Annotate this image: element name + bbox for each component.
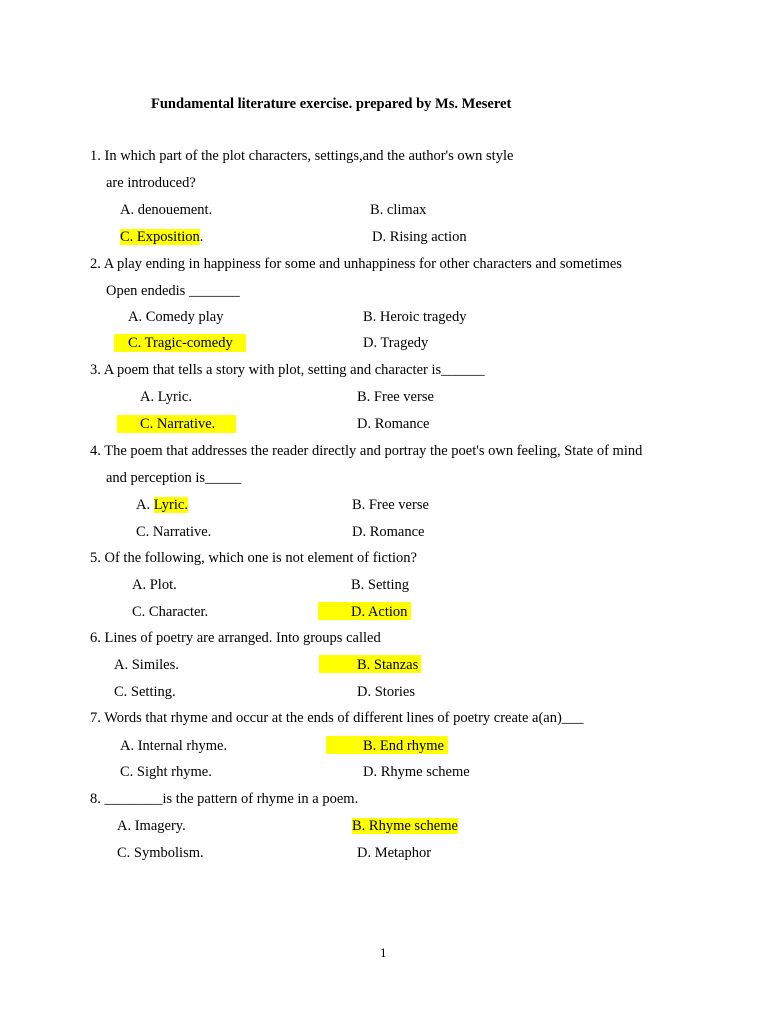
page-title: Fundamental literature exercise. prepared by Ms. Meseret [151,96,512,112]
q3-option-c: C. Narrative. [140,416,216,432]
q7-option-c: C. Sight rhyme. [120,764,212,780]
q4-option-a: A. Lyric. [136,497,188,513]
page-number: 1 [380,945,387,960]
q7-option-b: B. End rhyme [363,738,444,754]
question-2-text: 2. A play ending in happiness for some and unhappiness for other characters and sometimes [90,256,622,272]
q7-option-d: D. Rhyme scheme [363,764,470,780]
q5-option-c: C. Character. [132,604,209,620]
question-4-text: 4. The poem that addresses the reader directly and portray the poet's own feeling, State of mind [90,443,643,459]
q6-option-b: B. Stanzas [357,657,419,673]
q4-option-d: D. Romance [352,524,425,540]
question-1-text: 1. In which part of the plot characters, settings,and the author's own style [90,148,514,164]
q5-option-a: A. Plot. [132,577,177,593]
answer-highlight: C. Exposition [120,229,200,245]
q1-option-c: C. Exposition. [120,229,204,245]
q7-option-a: A. Internal rhyme. [120,738,228,754]
question-6-text: 6. Lines of poetry are arranged. Into groups called [90,630,381,646]
question-4-text-cont: and perception is_____ [106,470,242,486]
q1-option-d: D. Rising action [372,229,467,245]
q8-option-b [352,817,458,835]
q8-option-c: C. Symbolism. [117,845,204,861]
question-3-text: 3. A poem that tells a story with plot, setting and character is______ [90,362,485,378]
q6-option-d: D. Stories [357,684,415,700]
question-7-text: 7. Words that rhyme and occur at the ends of different lines of poetry create a(an)___ [90,710,584,726]
q4-option-b: B. Free verse [352,497,429,513]
question-2-text-cont: Open endedis _______ [106,283,240,299]
q2-option-c: C. Tragic-comedy [128,335,233,351]
q4-option-c: C. Narrative. [136,524,212,540]
q1-option-a: A. denouement. [120,202,213,218]
q3-option-a: A. Lyric. [140,389,192,405]
question-8-text: 8. ________is the pattern of rhyme in a poem. [90,791,359,807]
answer-highlight: Lyric. [153,497,188,513]
q3-option-b: B. Free verse [357,389,434,405]
q2-option-d: D. Tragedy [363,335,429,351]
q3-option-d: D. Romance [357,416,430,432]
q6-option-c: C. Setting. [114,684,176,700]
q8-option-a: A. Imagery. [117,818,186,834]
question-1-text-cont: are introduced? [106,175,196,191]
q1-option-b: B. climax [370,202,427,218]
q2-option-b: B. Heroic tragedy [363,309,467,325]
question-5-text: 5. Of the following, which one is not element of fiction? [90,550,417,566]
q8-option-d: D. Metaphor [357,845,432,861]
q5-option-d: D. Action [351,604,408,620]
q2-option-a: A. Comedy play [128,309,224,325]
answer-highlight: B. Rhyme scheme [352,818,458,834]
q6-option-a: A. Similes. [114,657,179,673]
q5-option-b: B. Setting [351,577,410,593]
